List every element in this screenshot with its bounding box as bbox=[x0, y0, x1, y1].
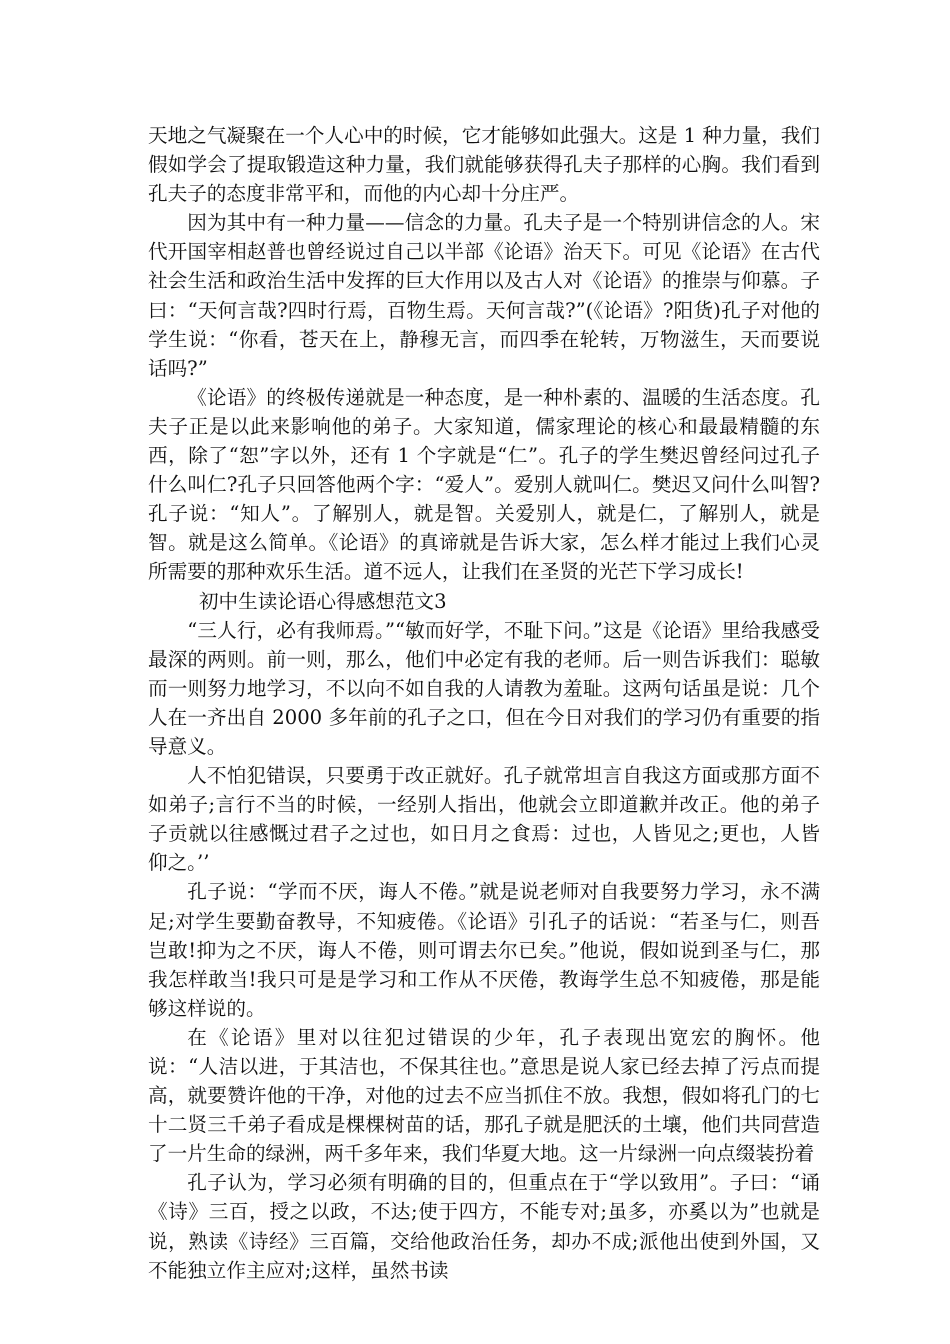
paragraph-8: 孔子认为，学习必须有明确的目的，但重点在于“学以致用”。子曰：“诵《诗》三百，授之以政，不达;使于四方，不能专对;虽多，亦奚以为”也就是说，熟读《诗经》三百篇，交给他政治任务，却办不成;派他出使到外国，又不能独立作主应对;这样，虽然书读 bbox=[148, 1171, 820, 1282]
paragraph-6: 孔子说：“学而不厌，诲人不倦。”就是说老师对自我要努力学习，永不满足;对学生要勤奋教导，不知疲倦。《论语》引孔子的话说：“若圣与仁，则吾岂敢!抑为之不厌，诲人不倦，则可谓去尔已矣。”他说，假如说到圣与仁，那我怎样敢当!我只可是是学习和工作从不厌倦，教诲学生总不知疲倦，那是能够这样说的。 bbox=[148, 880, 820, 1020]
paragraph-7: 在《论语》里对以往犯过错误的少年，孔子表现出宽宏的胸怀。他说：“人洁以进，于其洁也，不保其往也。”意思是说人家已经去掉了污点而提高，就要赞许他的干净，对他的过去不应当抓住不放。我想，假如将孔门的七十二贤三千弟子看成是棵棵树苗的话，那孔子就是肥沃的土壤，他们共同营造了一片生命的绿洲，两千多年来，我们华夏大地。这一片绿洲一向点缀装扮着 bbox=[148, 1025, 820, 1166]
paragraph-5: 人不怕犯错误，只要勇于改正就好。孔子就常坦言自我这方面或那方面不如弟子;言行不当的时候，一经别人指出，他就会立即道歉并改正。他的弟子子贡就以往感慨过君子之过也，如日月之食焉：过也，人皆见之;更也，人皆仰之。’’ bbox=[148, 764, 820, 875]
document-page bbox=[148, 121, 820, 1285]
paragraph-1: 天地之气凝聚在一个人心中的时候，它才能够如此强大。这是 1 种力量，我们假如学会了提取锻造这种力量，我们就能够获得孔夫子那样的心胸。我们看到孔夫子的态度非常平和，而他的内心却十分庄严。 bbox=[148, 124, 820, 206]
paragraph-4: “三人行，必有我师焉。”“敏而好学，不耻下问。”这是《论语》里给我感受最深的两则。前一则，那么，他们中必定有我的老师。后一则告诉我们：聪敏而一则努力地学习，不以向不如自我的人请教为羞耻。这两句话虽是说：几个人在一齐出自 2000 多年前的孔子之口，但在今日对我们的学习仍有重要的指导意义。 bbox=[148, 618, 820, 758]
section-heading: 初中生读论语心得感想范文3 bbox=[198, 589, 447, 613]
paragraph-3: 《论语》的终极传递就是一种态度，是一种朴素的、温暖的生活态度。孔夫子正是以此来影响他的弟子。大家知道，儒家理论的核心和最最精髓的东西，除了“恕”字以外，还有 1 个字就是“仁”。孔子的学生樊迟曾经问过孔子什么叫仁?孔子只回答他两个字：“爱人”。爱别人就叫仁。樊迟又问什么叫智?孔子说：“知人”。了解别人，就是智。关爱别人，就是仁，了解别人，就是智。就是这么简单。《论语》的真谛就是告诉大家，怎么样才能过上我们心灵所需要的那种欢乐生活。道不远人，让我们在圣贤的光芒下学习成长! bbox=[148, 385, 820, 584]
paragraph-2: 因为其中有一种力量——信念的力量。孔夫子是一个特别讲信念的人。宋代开国宰相赵普也曾经说过自己以半部《论语》治天下。可见《论语》在古代社会生活和政治生活中发挥的巨大作用以及古人对《论语》的推崇与仰慕。子曰：“天何言哉?四时行焉，百物生焉。天何言哉?”(《论语》?阳货)孔子对他的学生说：“你看，苍天在上，静穆无言，而四季在轮转，万物滋生，天而要说话吗?” bbox=[148, 211, 820, 380]
